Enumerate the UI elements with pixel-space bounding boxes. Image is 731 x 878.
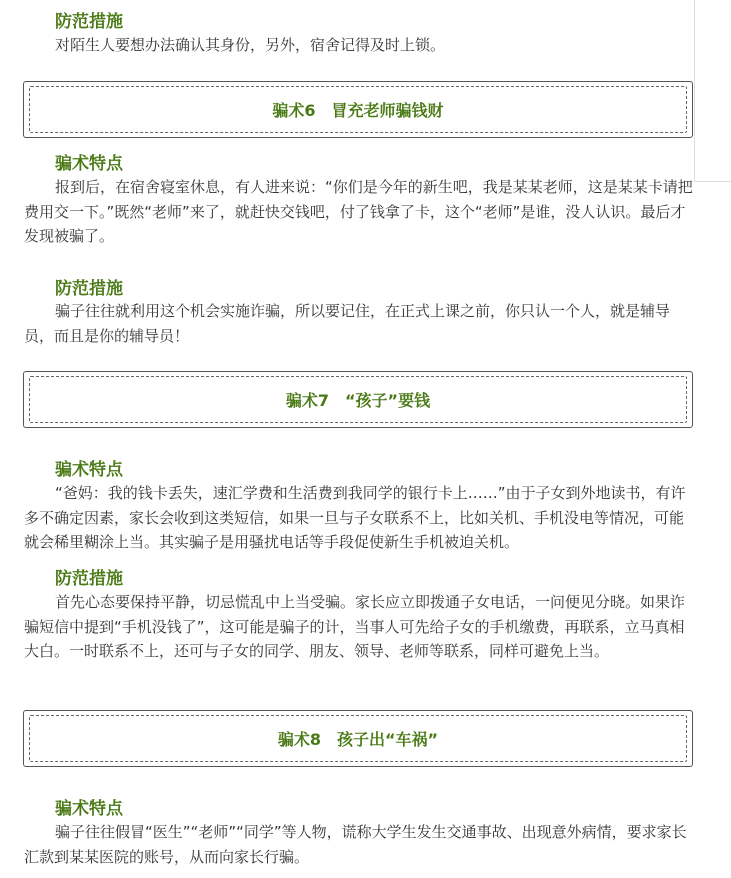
scam-6-banner	[23, 81, 693, 138]
scam-7-prevention-heading: 防范措施	[55, 569, 123, 589]
scam-7-trait-heading: 骗术特点	[55, 460, 123, 480]
scam-6-prevention-heading: 防范措施	[55, 279, 123, 299]
sidebar-edge	[694, 0, 731, 182]
scam-8-trait-heading: 骗术特点	[55, 799, 123, 819]
scam-7-banner	[23, 371, 693, 428]
prevention-heading: 防范措施	[55, 12, 123, 32]
scam-8-trait-text: 骗子往往假冒“医生”“老师”“同学”等人物，谎称大学生发生交通事故、出现意外病情，要求家长汇款到某某医院的账号，从而向家长行骗。	[24, 823, 687, 866]
scam-6-trait-heading: 骗术特点	[55, 154, 123, 174]
scam-6-prevention-text: 骗子往往就利用这个机会实施诈骗，所以要记住，在正式上课之前，你只认一个人，就是辅导员，而且是你的辅导员！	[24, 302, 671, 345]
scam-8-banner	[23, 710, 693, 767]
scam-7-trait-text: “爸妈：我的钱卡丢失，速汇学费和生活费到我同学的银行卡上……”由于子女到外地读书，有许多不确定因素，家长会收到这类短信，如果一旦与子女联系不上，比如关机、手机没电等情况，可能就会稀里糊涂上当。其实骗子是用骚扰电话等手段促使新生手机被迫关机。	[24, 484, 686, 551]
scam-8-title: 骗术8 孩子出“车祸”	[29, 715, 687, 762]
scam-6-title: 骗术6 冒充老师骗钱财	[29, 86, 687, 133]
prevention-text: 对陌生人要想办法确认其身份，另外，宿舍记得及时上锁。	[55, 36, 446, 54]
scam-7-prevention-text: 首先心态要保持平静，切忌慌乱中上当受骗。家长应立即拨通子女电话，一问便见分晓。如果诈骗短信中提到“手机没钱了”，这可能是骗子的计，当事人可先给子女的手机缴费，再联系，立马真相大白。一时联系不上，还可与子女的同学、朋友、领导、老师等联系，同样可避免上当。	[24, 593, 686, 660]
scam-6-trait-text: 报到后，在宿舍寝室休息，有人进来说：“你们是今年的新生吧，我是某某老师，这是某某卡请把费用交一下。”既然“老师”来了，就赶快交钱吧，付了钱拿了卡，这个“老师”是谁，没人认识。最后才发现被骗了。	[24, 178, 693, 245]
scam-7-title: 骗术7 “孩子”要钱	[29, 376, 687, 423]
